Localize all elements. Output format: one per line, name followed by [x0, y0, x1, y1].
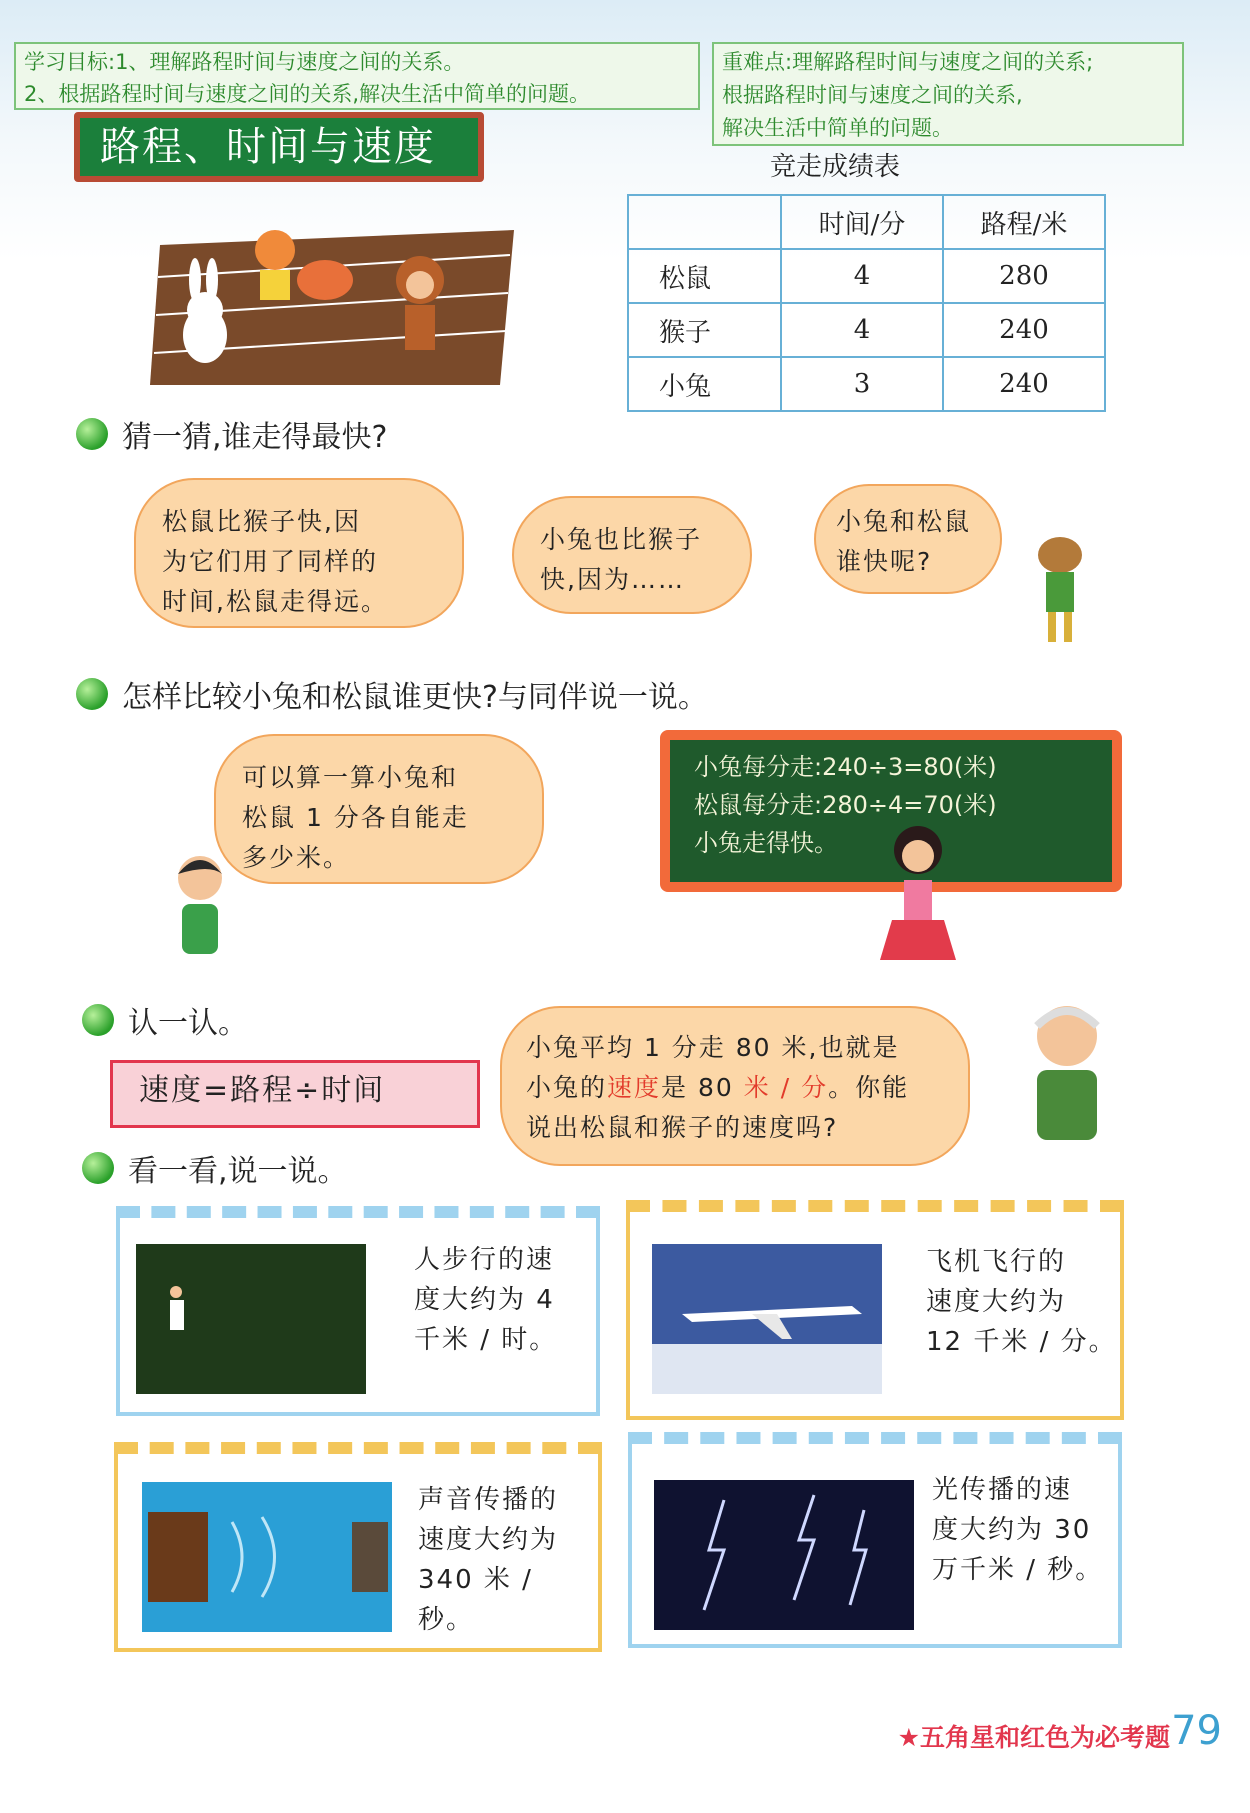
card-walking	[116, 1206, 600, 1416]
table-header: 路程/米	[943, 195, 1105, 249]
card-line: 度大约为 30	[932, 1515, 1092, 1545]
card-line: 光传播的速	[932, 1475, 1073, 1505]
highlight-speed: 速度	[607, 1073, 662, 1102]
card-line: 万千米 / 秒。	[932, 1555, 1104, 1585]
section-guess	[76, 412, 387, 456]
bubble-text: 小兔的	[526, 1073, 608, 1102]
highlight-unit: 米 / 分	[743, 1073, 829, 1102]
table-cell: 4	[781, 249, 943, 303]
race-illustration	[150, 225, 514, 390]
footer-note: ★五角星和红色为必考题	[897, 1723, 1170, 1752]
table-header: 时间/分	[781, 195, 943, 249]
table-header	[628, 195, 781, 249]
key-points-box	[712, 42, 1184, 146]
table-cell: 240	[943, 357, 1105, 411]
card-text	[418, 1480, 598, 1640]
section-look-text: 看一看,说一说。	[128, 1154, 348, 1189]
table-cell: 240	[943, 303, 1105, 357]
card-line: 人步行的速	[414, 1245, 555, 1275]
bubble-text: 。你能	[828, 1073, 910, 1102]
bubble-line: 多少米。	[242, 843, 351, 872]
card-line: 12 千米 / 分。	[926, 1327, 1117, 1357]
card-text	[932, 1470, 1103, 1590]
speech-bubble-dog	[814, 484, 1002, 594]
bubble-line: 谁快呢?	[836, 547, 933, 576]
card-light	[628, 1432, 1122, 1648]
card-line: 340 米 / 秒。	[418, 1565, 533, 1635]
bubble-line: 松鼠 1 分各自能走	[242, 803, 469, 832]
section-compare	[76, 672, 708, 716]
sound-photo	[142, 1482, 392, 1632]
green-dot-icon	[82, 1004, 114, 1036]
key-line-2: 根据路程时间与速度之间的关系,	[722, 83, 1023, 107]
section-guess-text: 猜一猜,谁走得最快?	[122, 420, 388, 455]
card-airplane	[626, 1200, 1124, 1420]
bubble-line: 快,因为……	[540, 565, 685, 594]
table-header-row	[628, 195, 1105, 249]
card-line: 速度大约为	[418, 1525, 559, 1555]
bubble-text: 是 80	[661, 1073, 744, 1102]
score-table	[627, 194, 1106, 412]
section-look	[82, 1146, 348, 1190]
goal-line-2: 2、根据路程时间与速度之间的关系,解决生活中简单的问题。	[24, 82, 591, 106]
boy-character-icon	[160, 850, 240, 970]
bubble-line: 时间,松鼠走得远。	[162, 587, 388, 616]
card-sound	[114, 1442, 602, 1652]
dog-character-icon	[1020, 530, 1100, 650]
key-line-3: 解决生活中简单的问题。	[722, 116, 953, 140]
table-cell: 猴子	[628, 303, 781, 357]
walking-photo	[136, 1244, 366, 1394]
section-compare-text: 怎样比较小兔和松鼠谁更快?与同伴说一说。	[122, 680, 708, 715]
board-line: 小兔走得快。	[694, 829, 838, 857]
green-dot-icon	[76, 678, 108, 710]
speech-bubble-squirrel	[134, 478, 464, 628]
bubble-line: 为它们用了同样的	[162, 547, 379, 576]
card-text	[414, 1240, 557, 1360]
bubble-line: 小兔和松鼠	[836, 507, 972, 536]
learning-goal-box	[14, 42, 700, 110]
goal-line-1: 学习目标:1、理解路程时间与速度之间的关系。	[24, 50, 465, 74]
board-line: 松鼠每分走:280÷4=70(米)	[694, 791, 997, 819]
section-learn-text: 认一认。	[128, 1006, 248, 1041]
bubble-line	[526, 1068, 944, 1108]
speech-bubble-boy	[214, 734, 544, 884]
key-line-1: 重难点:理解路程时间与速度之间的关系;	[722, 50, 1094, 74]
speed-formula: 速度=路程÷时间	[110, 1060, 480, 1128]
bubble-line: 说出松鼠和猴子的速度吗?	[526, 1113, 839, 1142]
speech-bubble-teacher	[500, 1006, 970, 1166]
girl-character-icon	[868, 820, 968, 980]
table-row	[628, 303, 1105, 357]
card-line: 千米 / 时。	[414, 1325, 558, 1355]
table-cell: 4	[781, 303, 943, 357]
table-caption: 竞走成绩表	[770, 152, 901, 182]
bubble-line: 小兔也比猴子	[540, 525, 703, 554]
table-cell: 280	[943, 249, 1105, 303]
airplane-photo	[652, 1244, 882, 1394]
card-line: 度大约为 4	[414, 1285, 555, 1315]
card-line: 声音传播的	[418, 1485, 559, 1515]
lightning-photo	[654, 1480, 914, 1630]
card-line: 速度大约为	[926, 1287, 1067, 1317]
page-number: 79	[1171, 1708, 1222, 1754]
lesson-title: 路程、时间与速度	[74, 112, 484, 182]
table-cell: 松鼠	[628, 249, 781, 303]
table-row	[628, 357, 1105, 411]
card-line: 飞机飞行的	[926, 1247, 1067, 1277]
section-learn	[82, 998, 248, 1042]
table-row	[628, 249, 1105, 303]
bubble-line: 可以算一算小兔和	[242, 763, 459, 792]
card-text	[926, 1242, 1117, 1362]
green-dot-icon	[82, 1152, 114, 1184]
table-cell: 3	[781, 357, 943, 411]
bubble-line: 小兔平均 1 分走 80 米,也就是	[526, 1033, 900, 1062]
bubble-line: 松鼠比猴子快,因	[162, 507, 361, 536]
green-dot-icon	[76, 418, 108, 450]
speech-bubble-rabbit	[512, 496, 752, 614]
board-line: 小兔每分走:240÷3=80(米)	[694, 753, 997, 781]
table-cell: 小兔	[628, 357, 781, 411]
teacher-character-icon	[1012, 996, 1122, 1146]
